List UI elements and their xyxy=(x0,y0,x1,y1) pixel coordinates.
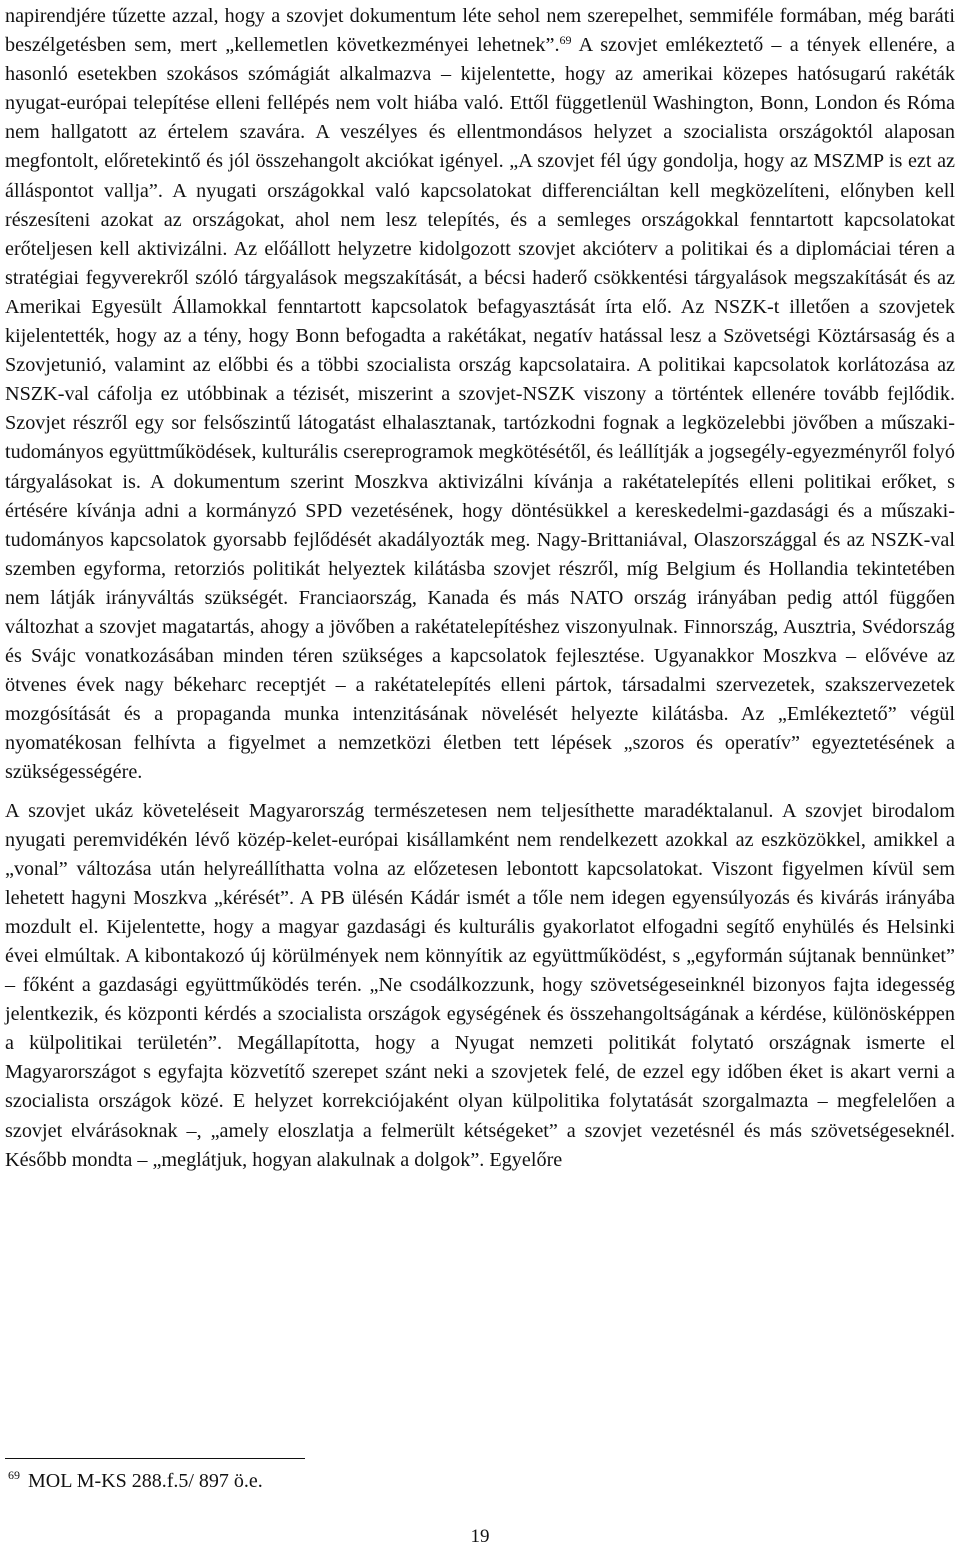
footnote-text: MOL M-KS 288.f.5/ 897 ö.e. xyxy=(28,1470,263,1492)
paragraph-1 xyxy=(5,2,955,788)
footnote-separator xyxy=(5,1458,305,1459)
document-body xyxy=(5,2,955,1175)
footnote xyxy=(8,1468,263,1494)
paragraph-2: A szovjet ukáz követeléseit Magyarország természetesen nem teljesíthette maradéktalanul. A szovjet birodalom nyugati peremvidékén lévő közép-kelet-európai kisállamként nem rendelkezett azokkal az eszközökkel, amikkel a „vonal” változása után helyreállíthatta volna az előzetesen lebontott kapcsolatokat. Viszont figyelmen kívül sem lehetett hagyni Moszkva „kérését”. A PB ülésén Kádár ismét a tőle nem idegen egyensúlyozás és kivárás irányába mozdult el. Kijelentette, hogy a magyar gazdasági és kulturális gyakorlatot elfogadni segítő enyhülés és Helsinki évei elmúltak. A kibontakozó új körülmények nem könnyítik az együttműködést, s „egyformán sújtanak bennünket” – főként a gazdasági együttműködés terén. „Ne csodálkozzunk, hogy szövetségeseinknél bizonyos fajta idegesség jelentkezik, és központi kérdés a szocialista országok egységének és összehangoltságának a kérdése, különösképpen a külpolitikai területén”. Megállapította, hogy a Nyugat nemzeti politikát folytató országnak ismerte el Magyarországot s egyfajta közvetítő szerepet szánt neki a szovjetek felé, de ezzel egy időben éket is akart verni a szocialista országok közé. E helyzet korrekciójaként olyan külpolitika folytatását szorgalmazta – megfelelően a szovjet elvárásoknak –, „amely eloszlatja a felmerült kétségeket” a szovjet vezetésnél és más szövetségeseknél. Később mondta – „meglátjuk, hogyan alakulnak a dolgok”. Egyelőre xyxy=(5,799,955,1171)
footnote-number: 69 xyxy=(8,1467,20,1482)
page-number: 19 xyxy=(470,1526,490,1547)
paragraph-1-text-start: napirendjére tűzette azzal, hogy a szovjet dokumentum léte sehol nem szerepelhet, semmiféle formában, még baráti beszélgetésben sem, mert „kellemetlen következményei lehetnek”. xyxy=(5,5,955,57)
footnote-reference[interactable]: 69 xyxy=(559,32,572,47)
paragraph-1-text-end: A szovjet emlékeztető – a tények ellenére, a hasonló esetekben szokásos szómágiát alkalmazva – kijelentette, hogy az amerikai közepes hatósugarú rakéták nyugat-európai telepítése elleni fellépés nem volt hiába való. Ettől függetlenül Washington, Bonn, London és Róma nem hallgatott az értelem szavára. A veszélyes és ellentmondásos helyzet a szocialista országoktól alaposan megfontolt, előretekintő és jól összehangolt akciókat igényel. „A szovjet fél úgy gondolja, hogy az MSZMP is ezt az álláspontot vallja”. A nyugati országokkal való kapcsolatokat differenciáltan kell megközelíteni, előnyben kell részesíteni azokat az országokat, ahol nem lesz telepítés, és a semleges országokkal fenntartott kapcsolatokat erőteljesen kell aktivizálni. Az előállott helyzetre kidolgozott szovjet akcióterv a politikai és a diplomáciai téren a stratégiai fegyverekről szóló tárgyalások megszakítását, a bécsi haderő csökkentési tárgyalások megszakítását és az Amerikai Egyesült Államokkal fenntartott kapcsolatok befagyasztását írta elő. Az NSZK-t illetően a szovjetek kijelentették, hogy az a tény, hogy Bonn befogadta a rakétákat, negatív hatással lesz a Szövetségi Köztársaság és a Szovjetunió, valamint az előbbi és a többi szocialista ország kapcsolataira. A politikai kapcsolatok korlátozása az NSZK-val cáfolja ez utóbbinak a tézisét, miszerint a szovjet-NSZK viszony a történtek ellenére tovább fejlődik. Szovjet részről egy sor felsőszintű látogatást elhalasztanak, tartózkodni fognak a legközelebbi jövőben a műszaki-tudományos együttműködések, kulturális csereprogramok megkötésétől, és leállítják a jogsegély-egyezményről folyó tárgyalásokat is. A dokumentum szerint Moszkva aktivizálni kívánja a rakétatelepítés elleni politikai erőket, s értésére kívánja adni a kormányzó SPD vezetésének, hogy döntésükkel a kereskedelmi-gazdasági és a műszaki-tudományos kapcsolatok gyorsabb fejlődését akadályozták meg. Nagy-Brittaniával, Olaszországgal és az NSZK-val szemben egyforma, retorziós politikát helyeztek kilátásba szovjet részről, míg Belgium és Hollandia tekintetében nem látják irányváltás szükségét. Franciaország, Kanada és más NATO ország irányában pedig attól függően változhat a szovjet magatartás, ahogy a jövőben a rakétatelepítéshez viszonyulnak. Finnország, Ausztria, Svédország és Svájc vonatkozásában minden téren szükséges a kapcsolatok fejlesztése. Ugyanakkor Moszkva – elővéve az ötvenes évek nagy békeharc receptjét – a rakétatelepítés elleni pártok, társadalmi szervezetek, szakszervezetek mozgósítását és a propaganda munka intenzitásának növelését helyezte kilátásba. Az „Emlékeztető” végül nyomatékosan felhívta a figyelmet a nemzetközi életben tett lépések „szoros és operatív” egyeztetésének a szükségességére. xyxy=(5,34,956,784)
